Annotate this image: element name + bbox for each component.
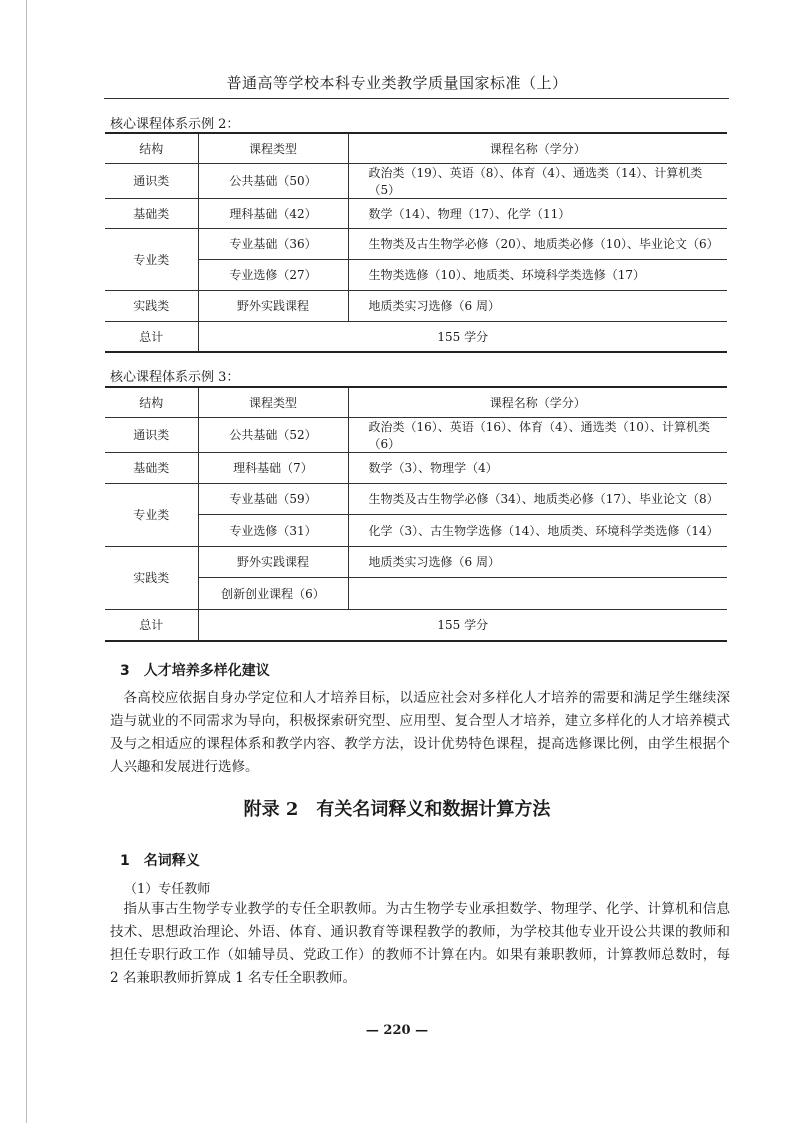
course-type-cell: 专业基础（36） <box>198 228 348 259</box>
paragraph-fulltime-teacher-definition: 指从事古生物学专业教学的专任全职教师。为古生物学专业承担数学、物理学、化学、计算机和信息技术、思想政治理论、外语、体育、通识教育等课程教学的教师，为学校其他专业开设公共课的教师和担任专职行政工作（如辅导员、党政工作）的教师不计算在内。如果有兼职教师，计算教师总数时，每 2 名兼职教师折算成 1 名专任全职教师。 <box>110 901 730 986</box>
table-caption-example-2: 核心课程体系示例 2： <box>110 117 240 132</box>
section-title: 人才培养多样化建议 <box>143 663 270 679</box>
course-names-cell: 生物类及古生物学必修（34）、地质类必修（17）、毕业论文（8） <box>348 483 727 514</box>
table-total-row <box>105 609 727 641</box>
column-header: 结构 <box>105 133 198 163</box>
appendix-heading-text: 有关名词释义和数据计算方法 <box>316 799 551 820</box>
table-row <box>105 198 727 228</box>
total-label: 总计 <box>105 609 198 641</box>
appendix-title <box>0 795 794 821</box>
section-number: 3 <box>120 663 130 679</box>
table-total-row <box>105 321 727 352</box>
structure-cell: 通识类 <box>105 163 198 198</box>
column-header: 课程类型 <box>198 133 348 163</box>
course-names-cell: 地质类实习选修（6 周） <box>348 290 727 321</box>
table-row <box>105 290 727 321</box>
course-type-cell: 理科基础（7） <box>198 452 348 483</box>
table-row <box>105 228 727 259</box>
course-type-cell: 专业选修（31） <box>198 514 348 546</box>
course-type-cell: 专业基础（59） <box>198 483 348 514</box>
course-names-cell <box>348 577 727 609</box>
course-type-cell: 公共基础（52） <box>198 417 348 452</box>
appendix-number: 附录 2 <box>243 799 299 820</box>
structure-cell: 实践类 <box>105 290 198 321</box>
course-names-cell: 化学（3）、古生物学选修（14）、地质类、环境科学类选修（14） <box>348 514 727 546</box>
subsection-label: （1）专任教师 <box>124 882 211 897</box>
course-type-cell: 专业选修（27） <box>198 259 348 290</box>
table-caption-example-3: 核心课程体系示例 3： <box>110 370 240 385</box>
section-heading-3 <box>120 660 270 680</box>
column-header: 结构 <box>105 387 198 417</box>
course-names-cell: 地质类实习选修（6 周） <box>348 546 727 577</box>
section-title: 名词释义 <box>143 853 200 869</box>
column-header: 课程类型 <box>198 387 348 417</box>
structure-cell: 专业类 <box>105 228 198 290</box>
course-type-cell: 野外实践课程 <box>198 546 348 577</box>
table-row <box>105 417 727 452</box>
course-names-cell: 政治类（16）、英语（16）、体育（4）、通选类（10）、计算机类（6） <box>348 417 727 452</box>
table-row <box>105 577 727 609</box>
total-label: 总计 <box>105 321 198 352</box>
section-number: 1 <box>120 853 130 869</box>
structure-cell: 实践类 <box>105 546 198 609</box>
table-row <box>105 546 727 577</box>
column-header: 课程名称（学分） <box>348 387 727 417</box>
table-row <box>105 259 727 290</box>
table-row <box>105 163 727 198</box>
course-names-cell: 生物类选修（10）、地质类、环境科学类选修（17） <box>348 259 727 290</box>
course-type-cell: 公共基础（50） <box>198 163 348 198</box>
structure-cell: 基础类 <box>105 198 198 228</box>
page-number: — 220 — <box>365 1023 429 1038</box>
structure-cell: 专业类 <box>105 483 198 546</box>
table-row <box>105 452 727 483</box>
course-names-cell: 数学（3）、物理学（4） <box>348 452 727 483</box>
course-type-cell: 野外实践课程 <box>198 290 348 321</box>
core-course-table-example-3 <box>105 386 727 642</box>
scan-edge-line <box>26 0 27 1123</box>
section-heading-1 <box>120 850 200 870</box>
course-names-cell: 数学（14）、物理（17）、化学（11） <box>348 198 727 228</box>
course-names-cell: 政治类（19）、英语（8）、体育（4）、通选类（14）、计算机类（5） <box>348 163 727 198</box>
structure-cell: 通识类 <box>105 417 198 452</box>
structure-cell: 基础类 <box>105 452 198 483</box>
course-type-cell: 创新创业课程（6） <box>198 577 348 609</box>
paragraph-diversified-training: 各高校应依据自身办学定位和人才培养目标，以适应社会对多样化人才培养的需要和满足学生继续深造与就业的不同需求为导向，积极探索研究型、应用型、复合型人才培养，建立多样化的人才培养模式及与之相适应的课程体系和教学内容、教学方法，设计优势特色课程，提高选修课比例，由学生根据个人兴趣和发展进行选修。 <box>110 690 730 775</box>
total-value: 155 学分 <box>198 609 727 641</box>
table-header-row <box>105 133 727 163</box>
course-type-cell: 理科基础（42） <box>198 198 348 228</box>
table-row <box>105 483 727 514</box>
total-value: 155 学分 <box>198 321 727 352</box>
column-header: 课程名称（学分） <box>348 133 727 163</box>
course-names-cell: 生物类及古生物学必修（20）、地质类必修（10）、毕业论文（6） <box>348 228 727 259</box>
core-course-table-example-2 <box>105 132 727 353</box>
header-rule <box>104 98 729 99</box>
table-header-row <box>105 387 727 417</box>
table-row <box>105 514 727 546</box>
running-header: 普通高等学校本科专业类教学质量国家标准（上） <box>226 74 568 92</box>
